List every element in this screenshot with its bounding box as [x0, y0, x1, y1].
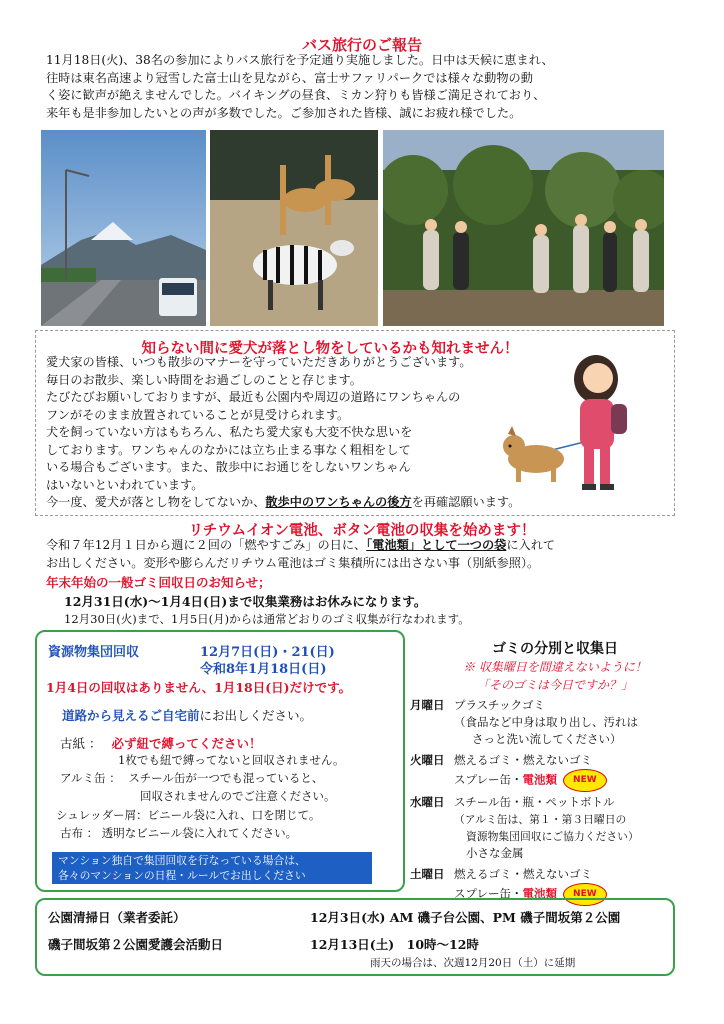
tuesday-spray: スプレー缶・	[454, 772, 523, 787]
tuesday-item-2	[454, 769, 607, 792]
resource-cloth: 古布 ： 透明なビニール袋に入れてください。	[60, 826, 298, 840]
bus-line: 往時は東名高速より冠雪した富士山を見ながら、富士サファリパークでは様々な動物の動	[46, 70, 533, 85]
battery-text	[46, 537, 686, 572]
mansion-line-1: マンション独自で集団回収を行なっている場合は、	[58, 854, 306, 867]
park-clean-label: 公園清掃日（業者委託）	[48, 910, 186, 925]
sorting-warning: ※ 収集曜日を間違えないように！	[463, 660, 647, 674]
schedule-tuesday	[410, 752, 690, 769]
wednesday-row-4	[410, 845, 690, 862]
sorting-title: ゴミの分別と収集日	[492, 641, 618, 657]
battery-line-2: お出しください。変形や膨らんだリチウム電池はゴミ集積所には出さない事（別紙参照）。	[46, 555, 540, 570]
schedule-monday	[410, 697, 690, 714]
resource-shredder: シュレッダー屑：ビニール袋に入れ、口を閉じて。	[56, 808, 321, 822]
monday-label: 月曜日	[410, 698, 445, 712]
monday-note-2: さっと洗い流してください）	[472, 732, 622, 746]
resource-instruction	[62, 706, 312, 724]
mansion-banner	[52, 852, 372, 884]
mansion-line-2: 各々のマンションの日程・ルールでお出しください	[58, 869, 306, 882]
dog-notice-title: 知らない間に愛犬が落とし物をしているかも知れません！	[141, 340, 519, 357]
park-clean-value: 12月3日(水) AM 磯子台公園、PM 磯子間坂第２公園	[310, 910, 621, 925]
paper-label: 古紙 ：	[60, 736, 102, 751]
tuesday-label: 火曜日	[410, 753, 445, 767]
battery-line1-suffix: に入れて	[506, 538, 556, 552]
wednesday-item-1: スチール缶・瓶・ペットボトル	[454, 795, 615, 809]
new-badge: NEW	[563, 883, 607, 906]
photo-highway-fuji	[41, 130, 206, 326]
monday-note-row-2	[410, 731, 690, 748]
saturday-item-1: 燃えるゴミ・燃えないゴミ	[454, 867, 592, 881]
wednesday-note-1: （アルミ缶は、第１・第３日曜日の	[454, 813, 627, 826]
resource-instruction-emphasis: 道路から見えるご自宅前	[62, 708, 200, 723]
saturday-label: 土曜日	[410, 867, 445, 881]
resource-dates-2: 令和8年1月18日(日)	[200, 662, 327, 677]
can-text-2: 回収されませんのでご注意ください。	[140, 789, 336, 803]
dog-line: いる場合もございます。また、散歩中にお通じをしないワンちゃん	[46, 460, 411, 474]
photo-mikan-picking	[383, 130, 664, 326]
dog-line: はいないといわれています。	[46, 477, 204, 492]
wednesday-row-3	[410, 828, 690, 845]
dog-line: 犬を飼っていない方はもちろん、私たち愛犬家も大変不快な思いを	[46, 425, 413, 439]
can-text-1: スチール缶が一つでも混っていると、	[128, 771, 324, 785]
tuesday-item-1: 燃えるゴミ・燃えないゴミ	[454, 753, 592, 767]
monday-note-row	[410, 714, 690, 731]
bus-trip-title: バス旅行のご報告	[301, 36, 422, 54]
schedule-saturday	[410, 866, 690, 883]
dog-line: しております。ワンちゃんのなかには立ち止まる事なく粗相をして	[46, 442, 411, 457]
monday-item: プラスチックゴミ	[454, 698, 545, 712]
saturday-battery: 電池類	[522, 886, 558, 901]
battery-title: リチウムイオン電池、ボタン電池の収集を始めます！	[188, 522, 536, 539]
resource-dates-1: 12月7日(日)・21(日)	[200, 645, 335, 660]
schedule-wednesday	[410, 794, 690, 811]
wednesday-label: 水曜日	[410, 795, 445, 809]
park-club-value: 12月13日(土) 10時～12時	[310, 937, 479, 952]
bus-line: 11月18日(火)、38名の参加によりバス旅行を予定通り実施しました。日中は天候に恵まれ、	[46, 53, 554, 67]
wednesday-item-2: 小さな金属	[466, 846, 524, 860]
battery-line1-prefix: 令和７年12月１日から週に２回の「燃やすごみ」の日に、	[46, 538, 367, 552]
tuesday-row-2	[410, 769, 690, 792]
sorting-question: 「そのゴミは今日ですか？」	[476, 678, 633, 692]
park-club-label: 磯子間坂第２公園愛護会活動日	[48, 937, 224, 952]
bus-line: 来年も是非参加したいとの声が多数でした。ご参加された皆様、誠にお疲れ様でした。	[46, 105, 522, 120]
battery-line-1	[46, 537, 686, 555]
wednesday-note-2: 資源物集団回収にご協力ください）	[466, 830, 639, 843]
dog-last-suffix: を再確認願います。	[411, 495, 521, 509]
sorting-schedule	[410, 697, 690, 906]
bus-line: く姿に歓声が絶えませんでした。バイキングの昼食、ミカン狩りも皆様ご満足されており、	[46, 88, 546, 102]
resource-notice: 1月4日の回収はありません、1月18日(日)だけです。	[46, 680, 352, 695]
battery-line1-emphasis: 「電池類」として一つの袋	[366, 538, 507, 552]
newyear-line-1: 12月31日(水)～1月4日(日)まで収集業務はお休みになります。	[64, 594, 427, 609]
dog-last-prefix: 今一度、愛犬が落とし物をしてないか、	[46, 495, 266, 509]
dog-line: フンがそのまま放置されていることが見受けられます。	[46, 407, 350, 422]
can-label: アルミ缶 ：	[60, 771, 121, 785]
newyear-line-2: 12月30日(火)まで、1月5日(月)からは通常どおりのゴミ収集が行なわれます。	[64, 612, 470, 626]
dog-line: たびたびお願いしておりますが、最近も公園内や周辺の道路にワンちゃんの	[46, 390, 461, 404]
resource-paper	[60, 734, 261, 752]
resource-label: 資源物集団回収	[48, 645, 140, 660]
park-rain-note: 雨天の場合は、次週12月20日（土）に延期	[370, 957, 576, 969]
dog-line: 毎日のお散歩、楽しい時間をお過ごしのことと存じます。	[46, 372, 362, 387]
resource-can	[60, 770, 323, 786]
paper-note: 1枚でも紐で縛ってないと回収されません。	[118, 753, 345, 767]
dog-line: 愛犬家の皆様、いつも散歩のマナーを守っていただきありがとうございます。	[46, 355, 472, 369]
photo-giraffe-zebra	[210, 130, 378, 326]
dog-last-emphasis: 散歩中のワンちゃんの後方	[265, 495, 412, 509]
newyear-heading: 年末年始の一般ゴミ回収日のお知らせ；	[46, 575, 271, 590]
tuesday-battery: 電池類	[522, 772, 558, 787]
saturday-spray: スプレー缶・	[454, 886, 523, 901]
paper-emphasis: 必ず紐で縛ってください！	[111, 736, 262, 751]
new-badge: NEW	[563, 769, 607, 792]
dog-walking-illustration	[496, 334, 671, 499]
bus-trip-text	[46, 52, 686, 122]
wednesday-row-2	[410, 811, 690, 828]
monday-note-1: （食品など中身は取り出し、汚れは	[454, 715, 638, 729]
resource-instruction-rest: にお出しください。	[199, 708, 313, 723]
